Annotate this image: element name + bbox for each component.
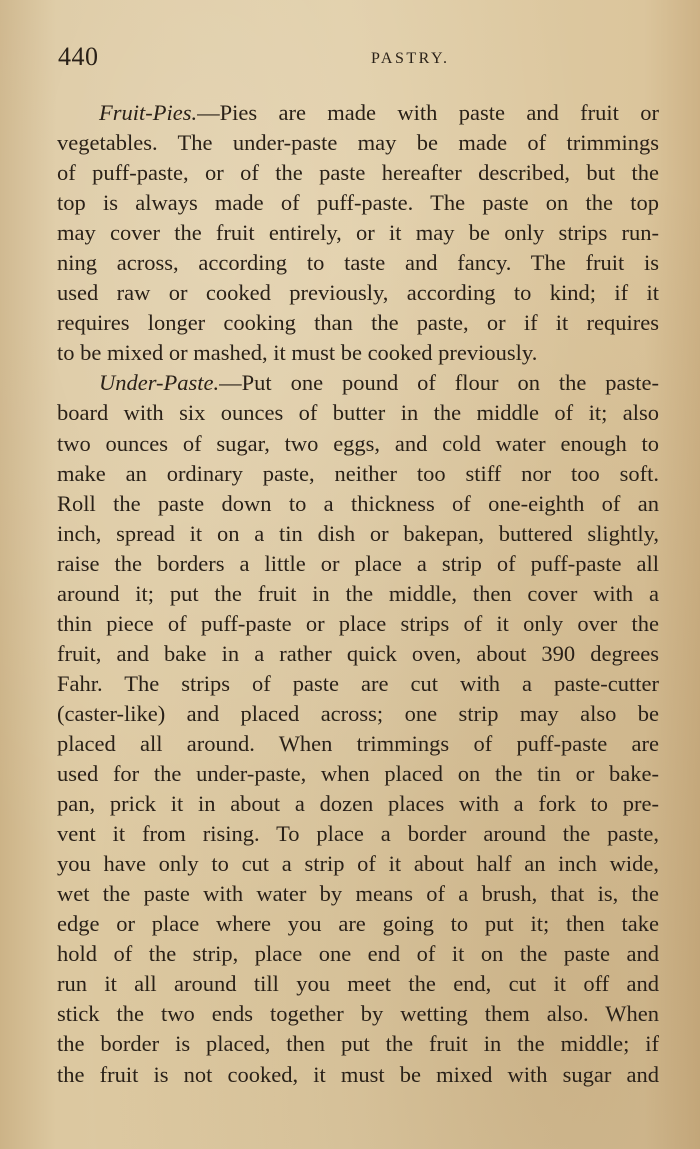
text-line: two ounces of sugar, two eggs, and cold water enough to: [57, 430, 659, 456]
text-line: make an ordinary paste, neither too stiff nor too soft.: [57, 460, 659, 486]
paragraph-fruit-pies: [57, 98, 659, 368]
text-line: vegetables. The under-paste may be made of trimmings: [57, 130, 659, 156]
text-line: Under-Paste.—Put one pound of flour on the paste-: [99, 370, 659, 396]
text-line: placed all around. When trimmings of puff-paste are: [57, 730, 659, 756]
text-line: Fahr. The strips of paste are cut with a paste-cutter: [57, 670, 659, 696]
text-line: vent it from rising. To place a border around the paste,: [57, 821, 659, 847]
text-line: thin piece of puff-paste or place strips of it only over the: [57, 610, 659, 636]
page-number: 440: [58, 42, 99, 71]
body-text: [57, 98, 659, 1090]
text-line: around it; put the fruit in the middle, then cover with a: [57, 580, 659, 606]
text-line: wet the paste with water by means of a brush, that is, the: [57, 881, 659, 907]
running-head: PASTRY.: [371, 50, 450, 67]
text-line: you have only to cut a strip of it about half an inch wide,: [57, 851, 659, 877]
text-line: (caster-like) and placed across; one strip may also be: [57, 700, 659, 726]
text-line: stick the two ends together by wetting them also. When: [57, 1001, 659, 1027]
text-line: pan, prick it in about a dozen places with a fork to pre-: [57, 791, 659, 817]
text-line: used raw or cooked previously, according to kind; if it: [57, 280, 659, 306]
text-line: top is always made of puff-paste. The paste on the top: [57, 190, 659, 216]
text-line: used for the under-paste, when placed on the tin or bake-: [57, 761, 659, 787]
text-line: requires longer cooking than the paste, or if it requires: [57, 310, 659, 336]
text-line: of puff-paste, or of the paste hereafter described, but the: [57, 160, 659, 186]
text-line: Fruit-Pies.—Pies are made with paste and fruit or: [99, 100, 659, 125]
text-line: inch, spread it on a tin dish or bakepan, buttered slightly,: [57, 520, 659, 546]
text-line: to be mixed or mashed, it must be cooked previously.: [57, 340, 538, 366]
paragraph-lead: Fruit-Pies.: [99, 100, 198, 125]
paragraph-under-paste: [57, 368, 659, 1089]
text-line: the fruit is not cooked, it must be mixed with sugar and: [57, 1061, 659, 1087]
text-line: edge or place where you are going to put it; then take: [57, 911, 659, 937]
text-line: run it all around till you meet the end, cut it off and: [57, 971, 659, 997]
paragraph-lead: Under-Paste.: [99, 370, 220, 396]
text-line: may cover the fruit entirely, or it may be only strips run-: [57, 220, 659, 246]
page-header: [58, 42, 650, 76]
text-line: fruit, and bake in a rather quick oven, about 390 degrees: [57, 640, 659, 666]
text-line: board with six ounces of butter in the middle of it; also: [57, 400, 659, 426]
text-line: the border is placed, then put the fruit in the middle; if: [57, 1031, 659, 1057]
text-line: hold of the strip, place one end of it on the paste and: [57, 941, 659, 967]
text-line: ning across, according to taste and fancy. The fruit is: [57, 250, 659, 276]
text-line: raise the borders a little or place a strip of puff-paste all: [57, 550, 659, 576]
text-line: Roll the paste down to a thickness of one-eighth of an: [57, 490, 659, 516]
